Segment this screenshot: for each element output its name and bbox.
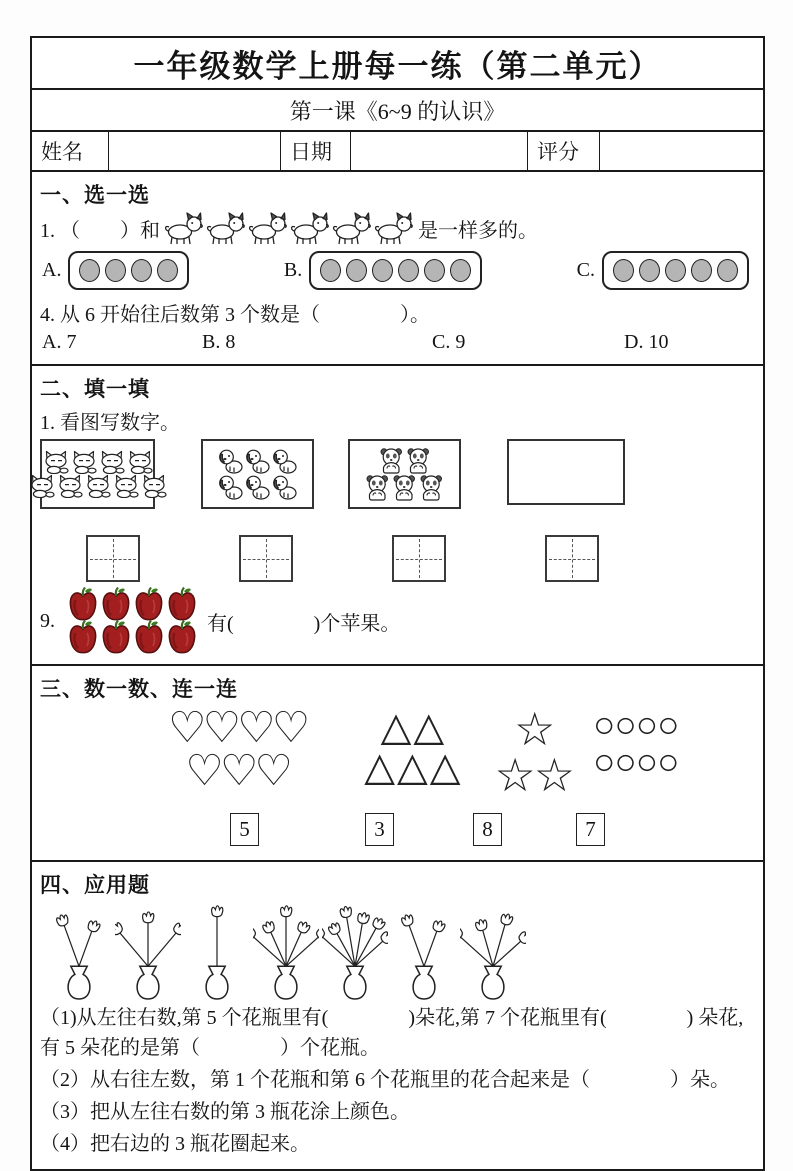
bead-icon	[157, 259, 178, 282]
question-4: 4. 从 6 开始往后数第 3 个数是（ ）。	[40, 304, 430, 326]
puppy-icon	[217, 448, 244, 474]
dog-icon	[331, 211, 373, 245]
bead-icon	[372, 259, 393, 282]
section1-heading: 一、选一选	[40, 183, 150, 207]
circle-shape-icon: ○	[635, 742, 658, 783]
info-row	[32, 132, 763, 172]
apple-grid	[67, 586, 199, 656]
heart-group	[168, 707, 306, 793]
dog-icon	[289, 211, 331, 245]
bead-options-row	[42, 251, 753, 290]
writing-grid	[239, 535, 293, 582]
writing-grids-row	[86, 535, 755, 582]
puppy-icon	[217, 474, 244, 500]
question-9	[40, 586, 755, 656]
score-blank-cell	[600, 132, 763, 170]
answer-box-5: 5	[230, 813, 259, 846]
dog-icon	[373, 211, 415, 245]
q9-number: 9.	[40, 609, 55, 632]
panda-icon	[378, 447, 405, 474]
circle-shape-icon: ○	[635, 705, 658, 746]
flower-vase	[253, 903, 319, 1001]
score-label: 评分	[528, 132, 600, 170]
worksheet	[30, 36, 765, 1171]
apple-icon	[100, 619, 133, 656]
fox-icon	[28, 474, 56, 498]
bead-icon	[639, 259, 660, 282]
bead-icon	[717, 259, 738, 282]
panda-icon	[405, 447, 432, 474]
flower-vase	[115, 903, 181, 1001]
s4-question-4: （4）把右边的 3 瓶花圈起来。	[40, 1133, 310, 1155]
bead-icon	[346, 259, 367, 282]
bead-box-b	[309, 251, 482, 290]
section-word-problems	[32, 862, 763, 1169]
flower-vase	[322, 903, 388, 1001]
section-choose	[32, 172, 763, 366]
apple-icon	[67, 586, 100, 623]
bead-icon	[450, 259, 471, 282]
writing-grid	[86, 535, 140, 582]
name-label: 姓名	[32, 132, 109, 170]
star-shape-icon: ☆	[533, 750, 574, 801]
section-count-connect	[32, 666, 763, 862]
vases-row	[46, 903, 755, 1001]
panda-count-box	[348, 439, 461, 509]
bead-icon	[691, 259, 712, 282]
apple-icon	[166, 586, 199, 623]
choice-c: C. 9	[432, 331, 466, 353]
puppy-icon	[271, 448, 298, 474]
circle-shape-icon: ○	[657, 705, 679, 746]
fox-icon	[42, 450, 70, 474]
fox-icon	[56, 474, 84, 498]
choice-b: B. 8	[202, 331, 236, 353]
option-c	[577, 251, 749, 290]
fox-icon	[70, 450, 98, 474]
puppy-icon	[271, 474, 298, 500]
star-group	[494, 704, 574, 801]
triangle-shape-icon: △	[413, 704, 447, 749]
q1-prefix: 1. （ ）和	[40, 219, 160, 242]
shape-groups-row	[168, 704, 755, 801]
option-c-label: C.	[576, 259, 595, 281]
option-a-label: A.	[42, 259, 62, 281]
fox-icon	[98, 450, 126, 474]
choice-a: A. 7	[42, 331, 77, 353]
flower-vase	[460, 903, 526, 1001]
bead-icon	[131, 259, 152, 282]
circle-shape-icon: ○	[593, 742, 615, 783]
dog-icon	[163, 211, 205, 245]
puppy-icon	[244, 474, 271, 500]
s4-question-2: （2）从右往左数，第 1 个花瓶和第 6 个花瓶里的花合起来是（ ）朵。	[40, 1069, 730, 1091]
triangle-shape-icon: △	[397, 744, 430, 789]
q1-suffix: 是一样多的。	[418, 219, 538, 242]
bead-icon	[424, 259, 445, 282]
triangle-shape-icon: △	[364, 744, 398, 789]
section2-heading: 二、填一填	[40, 377, 150, 401]
bead-icon	[320, 259, 341, 282]
dog-icon	[247, 211, 289, 245]
date-label: 日期	[281, 132, 351, 170]
bead-icon	[665, 259, 686, 282]
puppy-icon	[244, 448, 271, 474]
circle-shape-icon: ○	[657, 742, 679, 783]
choice-d: D. 10	[624, 331, 669, 353]
question-4-choices	[42, 331, 755, 354]
heart-shape-icon: ♡	[202, 705, 238, 752]
fox-icon	[84, 474, 112, 498]
heart-shape-icon: ♡	[237, 705, 272, 752]
star-shape-icon: ☆	[494, 750, 534, 801]
heart-shape-icon: ♡	[271, 705, 307, 752]
q9-text: 有( )个苹果。	[207, 612, 401, 635]
circle-shape-icon: ○	[614, 705, 636, 746]
bead-box-a	[68, 251, 189, 290]
section-fill	[32, 366, 763, 666]
fox-icon	[140, 474, 168, 498]
panda-icon	[418, 474, 445, 501]
bead-icon	[105, 259, 126, 282]
writing-grid	[545, 535, 599, 582]
dogs-strip	[163, 211, 415, 245]
page-title: 一年级数学上册每一练（第二单元）	[32, 38, 763, 90]
star-shape-icon: ☆	[514, 704, 554, 755]
apple-icon	[100, 586, 133, 623]
circle-group	[593, 707, 678, 781]
option-b-label: B.	[283, 259, 303, 281]
apple-icon	[67, 619, 100, 656]
dog-count-box	[201, 439, 314, 509]
lesson-subtitle: 第一课《6~9 的认识》	[32, 90, 763, 132]
section4-heading: 四、应用题	[40, 873, 150, 897]
answer-box-3: 3	[365, 813, 394, 846]
section3-heading: 三、数一数、连一连	[40, 677, 238, 701]
heart-shape-icon: ♡	[219, 748, 255, 795]
bead-icon	[79, 259, 100, 282]
fox-icon	[126, 450, 154, 474]
option-a	[42, 251, 189, 290]
date-blank-cell	[351, 132, 528, 170]
flower-vase	[184, 903, 250, 1001]
section2-sub: 1. 看图写数字。	[40, 412, 180, 434]
empty-count-box	[507, 439, 625, 505]
triangle-shape-icon: △	[380, 704, 414, 749]
triangle-group	[364, 704, 463, 789]
bead-icon	[613, 259, 634, 282]
section4-questions	[40, 1003, 755, 1159]
panda-icon	[364, 474, 391, 501]
bead-box-c	[602, 251, 749, 290]
animal-count-boxes	[40, 439, 755, 509]
writing-grid	[392, 535, 446, 582]
circle-shape-icon: ○	[614, 742, 636, 783]
panda-icon	[391, 474, 418, 501]
heart-shape-icon: ♡	[168, 705, 203, 752]
bead-icon	[398, 259, 419, 282]
answer-box-7: 7	[576, 813, 605, 846]
answer-box-8: 8	[473, 813, 502, 846]
apple-icon	[133, 586, 166, 623]
heart-shape-icon: ♡	[185, 748, 220, 795]
option-b	[284, 251, 482, 290]
s4-question-1: （1)从左往右数,第 5 个花瓶里有( )朵花,第 7 个花瓶里有( ) 朵花, 有 5 朵花的是第（ ）个花瓶。	[40, 1007, 744, 1059]
apple-icon	[166, 619, 199, 656]
circle-shape-icon: ○	[593, 705, 615, 746]
dog-icon	[205, 211, 247, 245]
flower-vase	[391, 903, 457, 1001]
fox-icon	[112, 474, 140, 498]
apple-icon	[133, 619, 166, 656]
name-blank-cell	[109, 132, 281, 170]
flower-vase	[46, 903, 112, 1001]
fox-count-box	[40, 439, 155, 509]
heart-shape-icon: ♡	[254, 748, 289, 795]
s4-question-3: （3）把从左往右数的第 3 瓶花涂上颜色。	[40, 1101, 410, 1123]
question-1	[40, 211, 755, 245]
triangle-shape-icon: △	[429, 744, 463, 789]
answer-boxes-row	[40, 813, 755, 846]
